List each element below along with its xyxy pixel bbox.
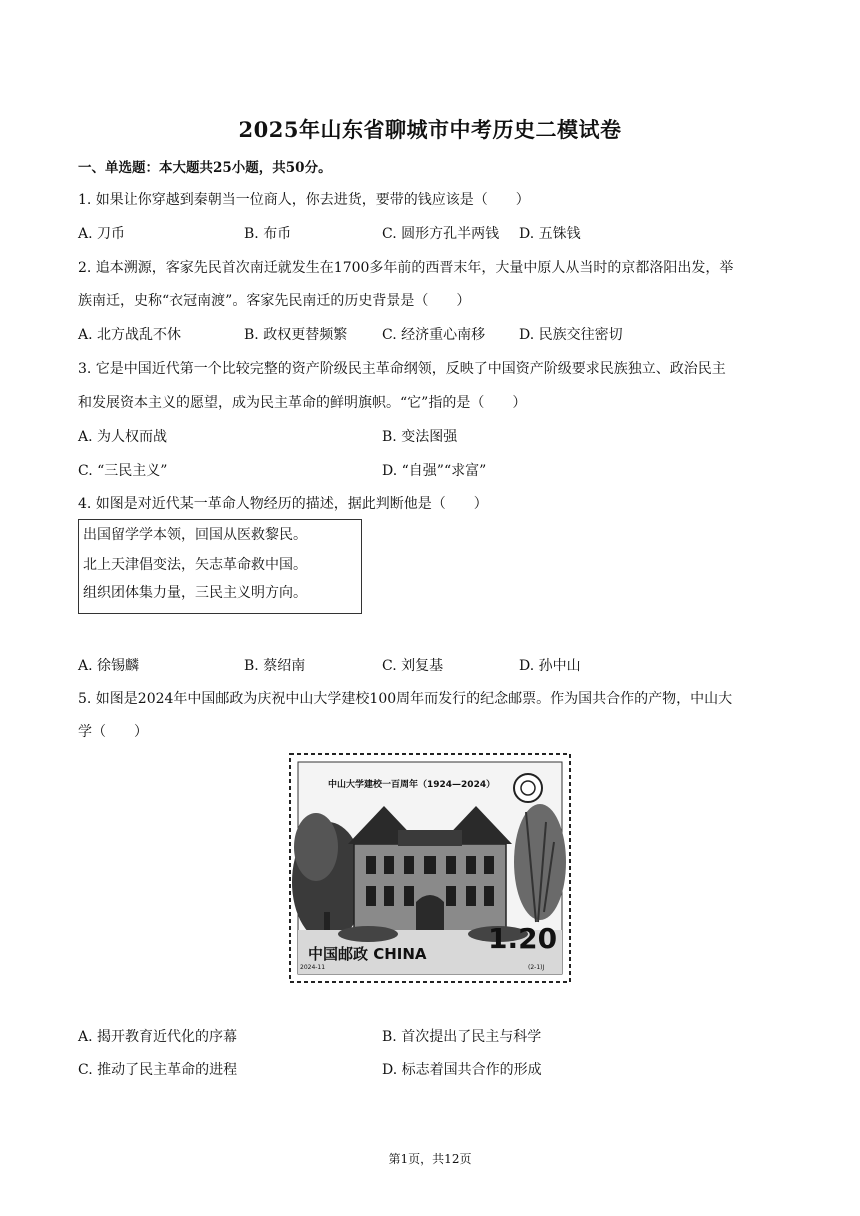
question-3-stem-line1: 3. 它是中国近代第一个比较完整的资产阶级民主革命纲领，反映了中国资产阶级要求民族独立、政治民主 xyxy=(78,361,726,377)
quote-box xyxy=(78,519,362,614)
stamp-post-text: 中国邮政 CHINA xyxy=(308,945,427,963)
question-1-stem: 1. 如果让你穿越到秦朝当一位商人，你去进货，要带的钱应该是（ ） xyxy=(78,192,530,208)
commemorative-stamp-image xyxy=(288,752,572,984)
q5-option-c: C. 推动了民主革命的进程 xyxy=(78,1062,238,1078)
q1-option-c: C. 圆形方孔半两钱 xyxy=(382,226,500,242)
q4-option-a: A. 徐锡麟 xyxy=(78,658,140,674)
q2-option-a: A. 北方战乱不休 xyxy=(78,327,182,343)
stamp-code-right: (2-1)J xyxy=(528,964,545,971)
q5-option-b: B. 首次提出了民主与科学 xyxy=(382,1029,542,1045)
question-2-stem-line2: 族南迁，史称“衣冠南渡”。客家先民南迁的历史背景是（ ） xyxy=(78,293,471,309)
q5-option-a: A. 揭开教育近代化的序幕 xyxy=(78,1029,238,1045)
question-5-stem-line2: 学（ ） xyxy=(78,724,148,740)
question-4-stem: 4. 如图是对近代某一革命人物经历的描述，据此判断他是（ ） xyxy=(78,496,488,512)
question-3-stem-line2: 和发展资本主义的愿望，成为民主革命的鲜明旗帜。“它”指的是（ ） xyxy=(78,395,527,411)
stamp-code-left: 2024-11 xyxy=(300,964,326,971)
exam-title: 2025年山东省聊城市中考历史二模试卷 xyxy=(238,117,622,142)
q2-option-c: C. 经济重心南移 xyxy=(382,327,486,343)
section-heading: 一、单选题：本大题共25小题，共50分。 xyxy=(78,160,332,176)
q4-option-d: D. 孙中山 xyxy=(519,658,581,674)
stamp-header-text: 中山大学建校一百周年（1924—2024） xyxy=(328,780,496,790)
q1-option-a: A. 刀币 xyxy=(78,226,126,242)
question-2-stem-line1: 2. 追本溯源，客家先民首次南迁就发生在1700多年前的西晋末年，大量中原人从当时的京都洛阳出发，举 xyxy=(78,260,734,276)
q2-option-b: B. 政权更替频繁 xyxy=(244,327,348,343)
q1-option-d: D. 五铢钱 xyxy=(519,226,581,242)
q2-option-d: D. 民族交往密切 xyxy=(519,327,623,343)
page-footer: 第1页，共12页 xyxy=(388,1152,472,1166)
quote-line-3: 组织团体集力量，三民主义明方向。 xyxy=(83,585,307,601)
q3-option-b: B. 变法图强 xyxy=(382,429,458,445)
q5-option-d: D. 标志着国共合作的形成 xyxy=(382,1062,542,1078)
q3-option-d: D. “自强”“求富” xyxy=(382,463,487,479)
question-5-stem-line1: 5. 如图是2024年中国邮政为庆祝中山大学建校100周年而发行的纪念邮票。作为国共合作的产物，中山大 xyxy=(78,691,733,707)
quote-line-1: 出国留学学本领，回国从医救黎民。 xyxy=(83,527,307,543)
q3-option-a: A. 为人权而战 xyxy=(78,429,168,445)
q4-option-c: C. 刘复基 xyxy=(382,658,444,674)
quote-line-2: 北上天津倡变法，矢志革命救中国。 xyxy=(83,557,307,573)
stamp-value-text: 1.20 xyxy=(488,922,558,955)
q3-option-c: C. “三民主义” xyxy=(78,463,168,479)
q4-option-b: B. 蔡绍南 xyxy=(244,658,306,674)
q1-option-b: B. 布币 xyxy=(244,226,292,242)
